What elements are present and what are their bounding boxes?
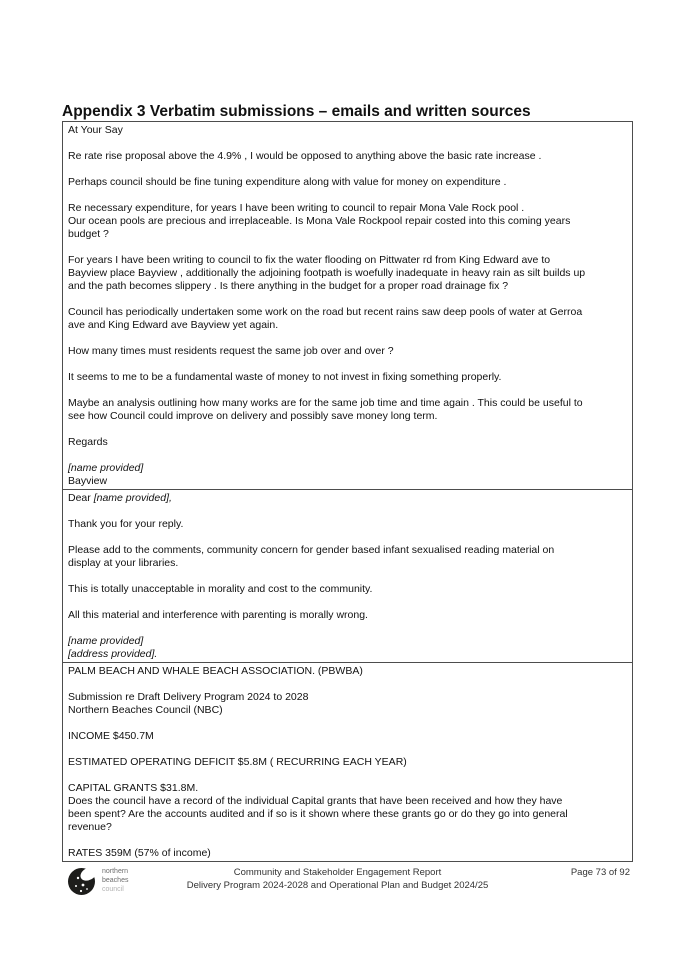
submission-box-pbwba bbox=[62, 662, 633, 862]
text-line bbox=[68, 847, 627, 860]
text-line bbox=[68, 678, 627, 691]
text-line bbox=[68, 449, 627, 462]
text-line bbox=[68, 397, 627, 410]
text-segment: Does the council have a record of the individual Capital grants that have been received and how they have bbox=[68, 795, 563, 807]
text-line bbox=[68, 704, 627, 717]
text-line bbox=[68, 410, 627, 423]
text-line bbox=[68, 544, 627, 557]
text-line bbox=[68, 423, 627, 436]
text-segment: Regards bbox=[68, 436, 108, 448]
text-segment: Northern Beaches Council (NBC) bbox=[68, 704, 223, 716]
redacted-placeholder: [address provided]. bbox=[68, 648, 158, 660]
text-segment: Submission re Draft Delivery Program 2024 to 2028 bbox=[68, 691, 309, 703]
text-line bbox=[68, 609, 627, 622]
text-line bbox=[68, 189, 627, 202]
text-segment: CAPITAL GRANTS $31.8M. bbox=[68, 782, 199, 794]
text-segment: Dear bbox=[68, 492, 94, 504]
text-segment: been spent? Are the accounts audited and if so is it shown where these grants go or do they go into general bbox=[68, 808, 568, 820]
submission-box-libraries bbox=[62, 489, 633, 663]
text-segment: revenue? bbox=[68, 821, 112, 833]
redacted-placeholder: [name provided] bbox=[68, 462, 144, 474]
text-line bbox=[68, 436, 627, 449]
text-segment: Perhaps council should be fine tuning expenditure along with value for money on expenditure . bbox=[68, 176, 507, 188]
text-line bbox=[68, 795, 627, 808]
text-line bbox=[68, 215, 627, 228]
text-segment: Council has periodically undertaken some work on the road but recent rains saw deep pools of water at Gerroa bbox=[68, 306, 583, 318]
page-title: Appendix 3 Verbatim submissions – emails and written sources bbox=[62, 103, 531, 121]
text-line bbox=[68, 345, 627, 358]
text-segment: and the path becomes slippery . Is there anything in the budget for a proper road drainage fix ? bbox=[68, 280, 509, 292]
text-line bbox=[68, 691, 627, 704]
text-line bbox=[68, 306, 627, 319]
text-line bbox=[68, 384, 627, 397]
text-line bbox=[68, 241, 627, 254]
text-line bbox=[68, 137, 627, 150]
text-line bbox=[68, 267, 627, 280]
text-segment: Please add to the comments, community concern for gender based infant sexualised reading material on bbox=[68, 544, 555, 556]
logo-wordmark-line: beaches bbox=[102, 877, 129, 884]
redacted-placeholder: [name provided] bbox=[68, 635, 144, 647]
text-segment: Our ocean pools are precious and irreplaceable. Is Mona Vale Rockpool repair costed into this coming years bbox=[68, 215, 571, 227]
text-line bbox=[68, 583, 627, 596]
text-line bbox=[68, 648, 627, 661]
text-line bbox=[68, 319, 627, 332]
text-line bbox=[68, 254, 627, 267]
text-line bbox=[68, 176, 627, 189]
text-line bbox=[68, 150, 627, 163]
footer-report-subtitle: Delivery Program 2024-2028 and Operational Plan and Budget 2024/25 bbox=[186, 880, 489, 891]
text-line bbox=[68, 202, 627, 215]
text-line bbox=[68, 635, 627, 648]
text-segment: This is totally unacceptable in morality and cost to the community. bbox=[68, 583, 373, 595]
text-segment: PALM BEACH AND WHALE BEACH ASSOCIATION. (PBWBA) bbox=[68, 665, 363, 677]
text-line bbox=[68, 769, 627, 782]
text-line bbox=[68, 332, 627, 345]
text-segment: Thank you for your reply. bbox=[68, 518, 184, 530]
text-segment: At Your Say bbox=[68, 124, 123, 136]
text-line bbox=[68, 505, 627, 518]
logo-wordmark-line: northern bbox=[102, 868, 129, 875]
text-segment: How many times must residents request the same job over and over ? bbox=[68, 345, 394, 357]
submission-boxes bbox=[62, 121, 633, 862]
text-line bbox=[68, 743, 627, 756]
text-line bbox=[68, 124, 627, 137]
text-line bbox=[68, 717, 627, 730]
text-line bbox=[68, 622, 627, 635]
text-segment: All this material and interference with parenting is morally wrong. bbox=[68, 609, 368, 621]
text-line bbox=[68, 293, 627, 306]
text-line bbox=[68, 808, 627, 821]
text-segment: display at your libraries. bbox=[68, 557, 179, 569]
page-footer bbox=[0, 862, 675, 912]
text-line bbox=[68, 475, 627, 488]
text-line bbox=[68, 280, 627, 293]
text-segment: Bayview place Bayview , additionally the adjoining footpath is woefully inadequate in heavy rain as silt builds up bbox=[68, 267, 586, 279]
text-line bbox=[68, 834, 627, 847]
text-line bbox=[68, 492, 627, 505]
logo-wordmark-line: council bbox=[102, 886, 124, 893]
text-segment: Maybe an analysis outlining how many works are for the same job time and time again . This could be useful to bbox=[68, 397, 583, 409]
text-segment: Re rate rise proposal above the 4.9% , I would be opposed to anything above the basic rate increase . bbox=[68, 150, 542, 162]
text-line bbox=[68, 596, 627, 609]
text-line bbox=[68, 570, 627, 583]
submission-box-at-your-say bbox=[62, 121, 633, 490]
redacted-placeholder: [name provided], bbox=[93, 492, 172, 504]
text-segment: RATES 359M (57% of income) bbox=[68, 847, 211, 859]
text-segment: budget ? bbox=[68, 228, 109, 240]
text-line bbox=[68, 518, 627, 531]
text-line bbox=[68, 730, 627, 743]
text-segment: see how Council could improve on delivery and possibly save money long term. bbox=[68, 410, 438, 422]
text-line bbox=[68, 782, 627, 795]
text-line bbox=[68, 228, 627, 241]
text-line bbox=[68, 557, 627, 570]
text-segment: ESTIMATED OPERATING DEFICIT $5.8M ( RECURRING EACH YEAR) bbox=[68, 756, 407, 768]
text-line bbox=[68, 531, 627, 544]
text-line bbox=[68, 756, 627, 769]
text-segment: INCOME $450.7M bbox=[68, 730, 154, 742]
text-line bbox=[68, 371, 627, 384]
text-segment: For years I have been writing to council to fix the water flooding on Pittwater rd from King Edward ave to bbox=[68, 254, 551, 266]
footer-report-title: Community and Stakeholder Engagement Report bbox=[233, 867, 442, 878]
text-segment: Re necessary expenditure, for years I have been writing to council to repair Mona Vale Rock pool . bbox=[68, 202, 525, 214]
text-segment: It seems to me to be a fundamental waste of money to not invest in fixing something properly. bbox=[68, 371, 502, 383]
text-line bbox=[68, 665, 627, 678]
text-line bbox=[68, 163, 627, 176]
text-segment: Bayview bbox=[68, 475, 108, 487]
page-number: Page 73 of 92 bbox=[570, 867, 630, 878]
text-line bbox=[68, 821, 627, 834]
text-segment: ave and King Edward ave Bayview yet again. bbox=[68, 319, 279, 331]
text-line bbox=[68, 358, 627, 371]
text-line bbox=[68, 462, 627, 475]
